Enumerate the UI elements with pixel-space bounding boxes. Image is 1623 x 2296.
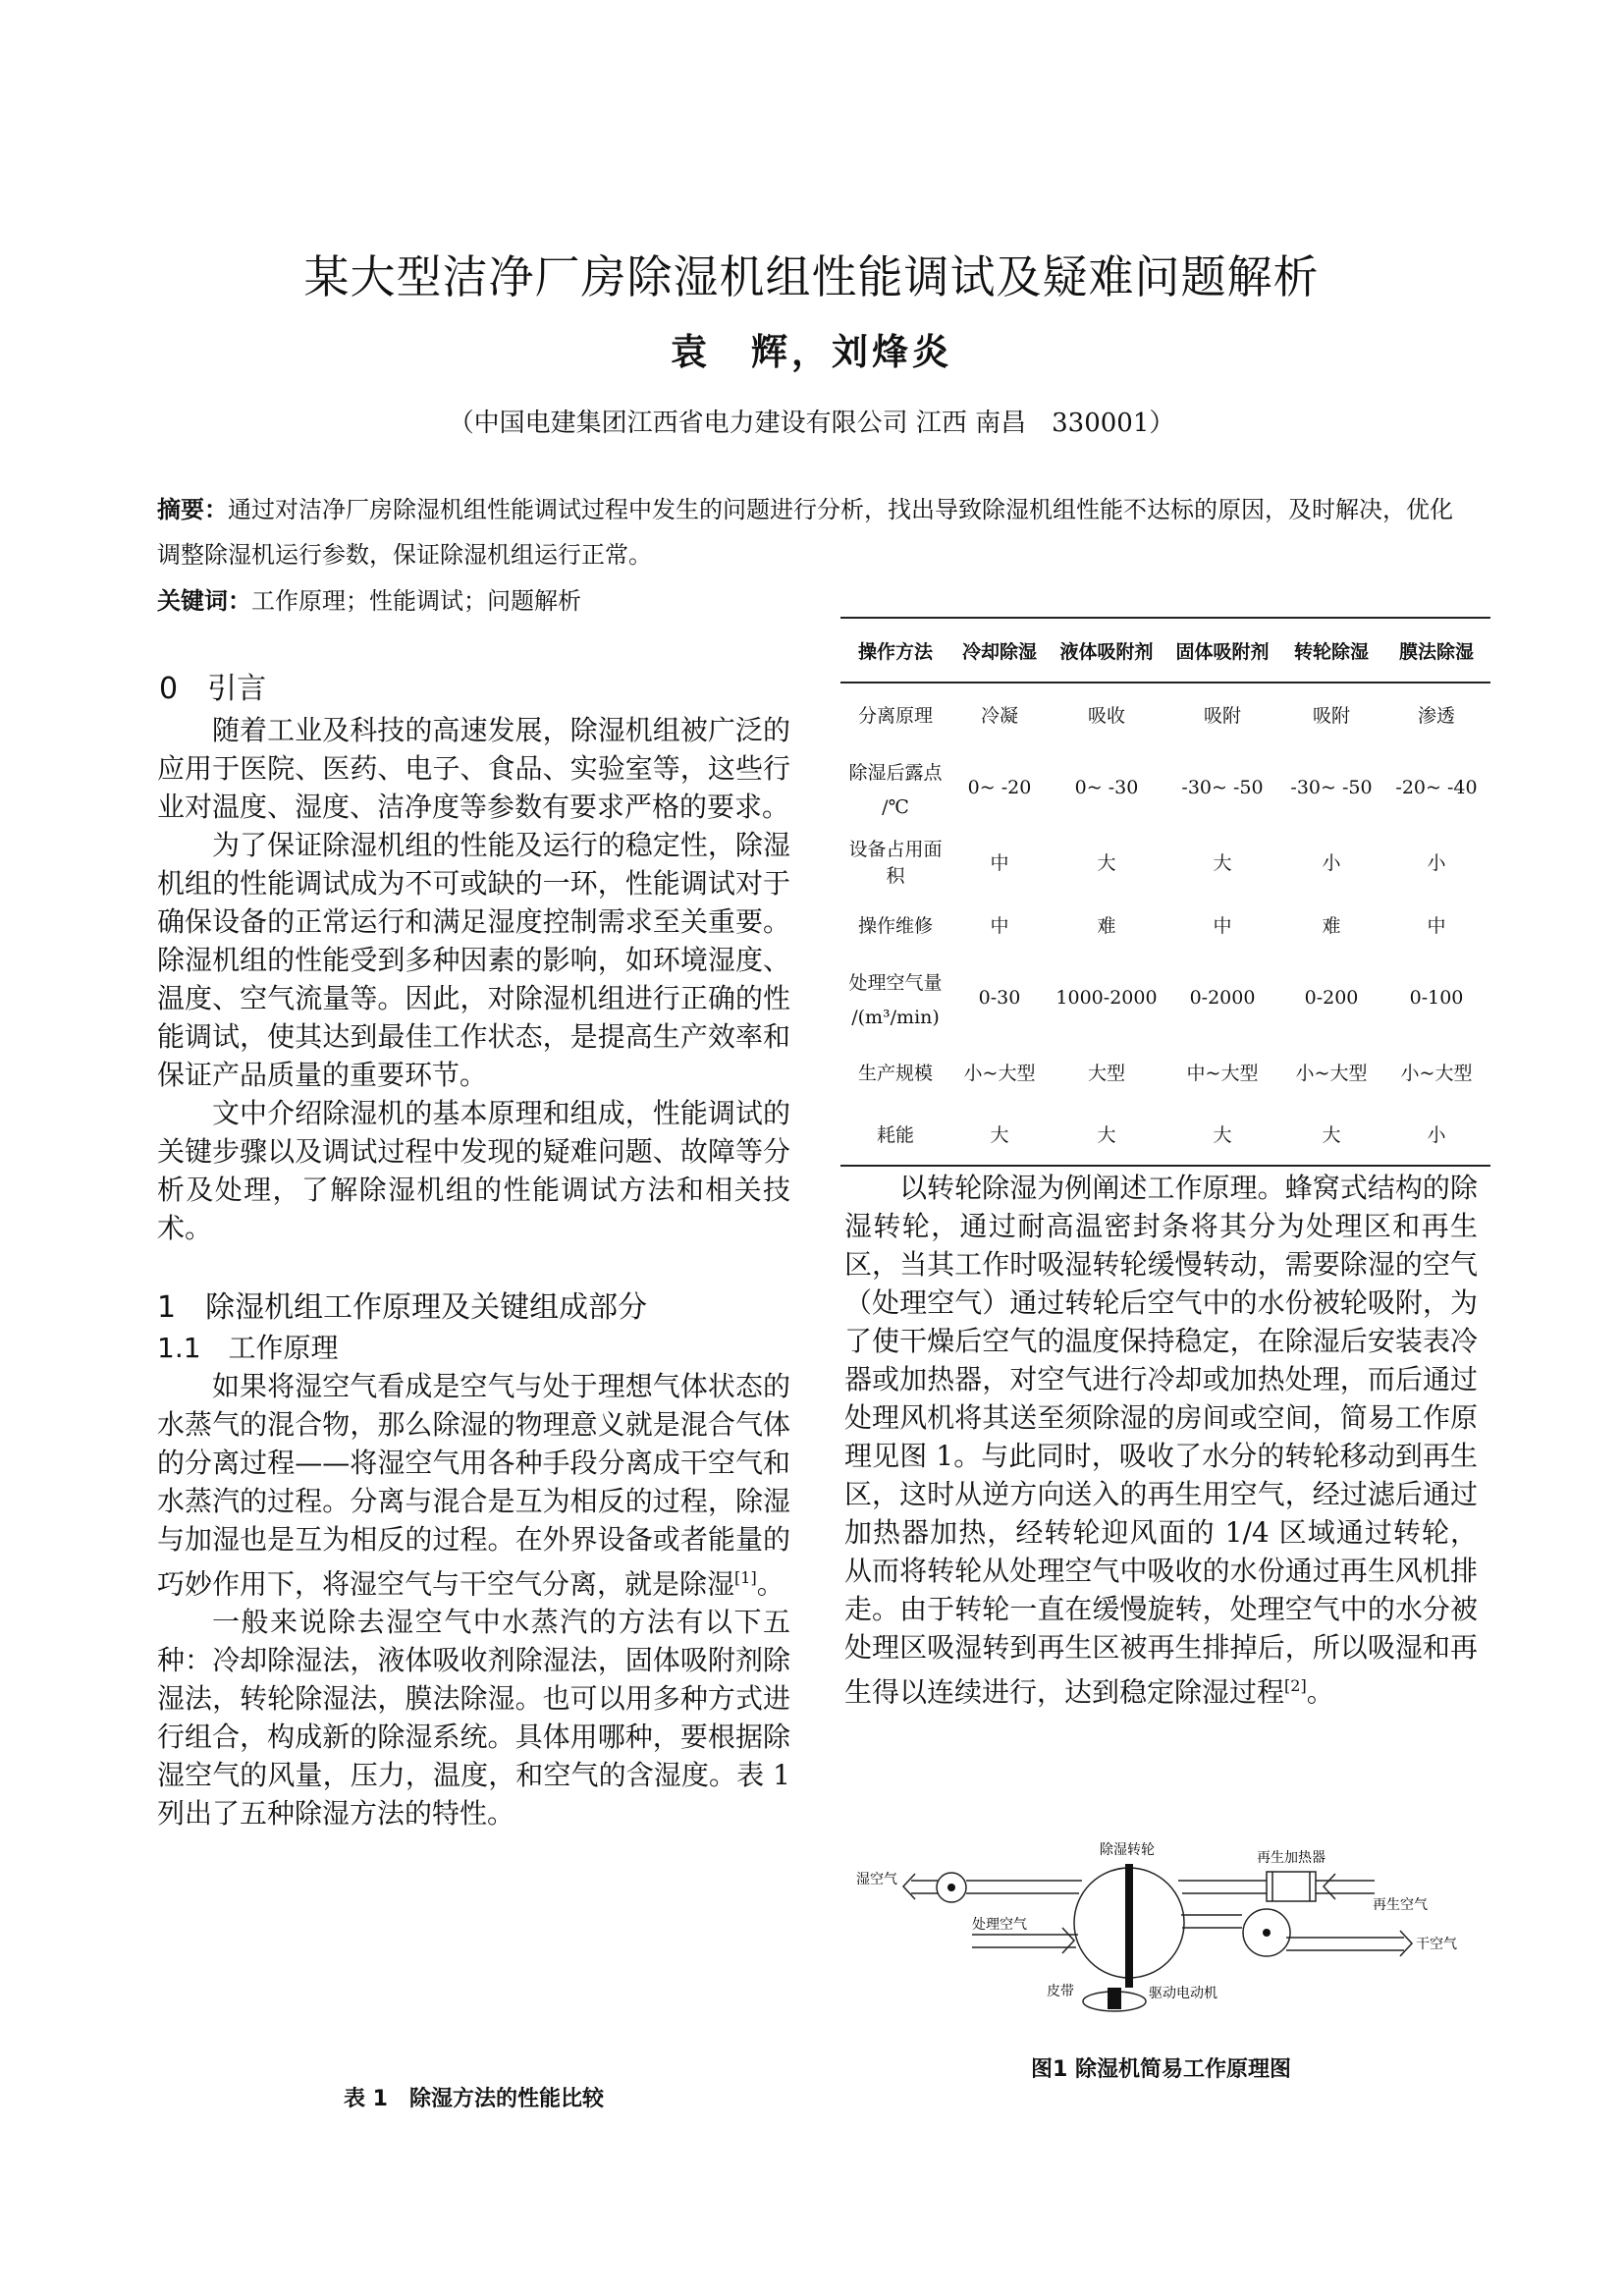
table-header: 冷却除湿 [950,618,1049,683]
authors: 袁 辉，刘烽炎 [671,330,952,373]
table-cell: 小~大型 [1400,1062,1473,1084]
keywords-label: 关键词： [157,587,251,615]
table-cell: 难 [1322,914,1341,937]
table-cell: 0-2000 [1189,987,1256,1009]
table-cell: 小~大型 [1295,1062,1368,1084]
table-cell: 吸附 [1203,705,1241,727]
table-row [840,830,1490,893]
label-motor: 驱动电动机 [1149,1986,1217,2001]
paragraph-end: 。 [1306,1675,1334,1709]
page-title: 某大型洁净厂房除湿机组性能调试及疑难问题解析 [303,250,1320,303]
paragraph: 为了保证除湿机组的性能及运行的稳定性，除湿机组的性能调试成为不可或缺的一环，性能调试对于确保设备的正常运行和满足湿度控制需求至关重要。除湿机组的性能受到多种因素的影响，如环境湿度、温度、空气流量等。因此，对除湿机组进行正确的性能调试，使其达到最佳工作状态，是提高生产效率和保证产品质量的重要环节。 [157,829,790,1091]
label-belt: 皮带 [1047,1984,1074,1999]
table-cell: 难 [1097,914,1116,937]
paragraph-end: 。 [756,1567,784,1601]
paragraph [844,1169,1478,1711]
table-header: 转轮除湿 [1280,618,1382,683]
regen-heater-icon [1267,1872,1316,1901]
table-row [840,956,1490,1040]
section-1-heading: 1 除湿机组工作原理及关键组成部分 [157,1290,648,1325]
table-header-row [840,618,1490,683]
table-cell: 中 [990,851,1009,874]
section-0-heading: 0 引言 [159,672,267,706]
table-cell: 大 [1280,1103,1382,1166]
working-principle-diagram [854,1836,1463,2033]
table-header: 膜法除湿 [1382,618,1490,683]
table-row [840,683,1490,745]
table-cell: 0~ -20 [967,777,1032,798]
fan-hub [1263,1929,1271,1937]
rotor-divider [1125,1864,1133,1988]
table-cell: 大 [1164,1103,1280,1166]
comparison-table [840,617,1490,1167]
table-row [840,893,1490,956]
table-header: 操作方法 [840,618,950,683]
table-cell: 冷凝 [980,705,1018,727]
affiliation: （中国电建集团江西省电力建设有限公司 江西 南昌 330001） [448,409,1175,438]
table-cell: -30~ -50 [1290,777,1373,798]
arrow-left-icon [1324,1874,1335,1899]
citation: [1] [734,1568,757,1587]
table-cell: 操作维修 [857,914,933,937]
table-cell: 大 [1213,851,1232,874]
label-regen-heater: 再生加热器 [1257,1850,1325,1866]
keywords [157,581,1041,616]
table-header: 液体吸附剂 [1049,618,1164,683]
table-cell: 0-200 [1304,987,1359,1009]
arrow-right-icon [1062,1928,1074,1953]
table-cell: 中 [1427,914,1446,937]
label-regen-air: 再生空气 [1373,1897,1428,1913]
table-header: 固体吸附剂 [1164,618,1280,683]
table-row [840,1040,1490,1103]
table-caption: 表 1 除湿方法的性能比较 [344,2087,604,2111]
right-column [844,1169,1478,1711]
table-cell: 大型 [1087,1062,1125,1084]
keywords-text: 工作原理；性能调试；问题解析 [251,587,581,615]
citation: [2] [1284,1676,1307,1695]
table-cell [840,956,950,1040]
table-cell: 耗能 [840,1103,950,1166]
table-cell: 吸收 [1087,705,1125,727]
table-cell: 1000-2000 [1055,987,1158,1009]
paragraph: 随着工业及科技的高速发展，除湿机组被广泛的应用于医院、医药、电子、食品、实验室等，这些行业对温度、湿度、洁净度等参数有要求严格的要求。 [157,714,790,823]
table-cell: 生产规模 [857,1062,933,1084]
paragraph: 一般来说除去湿空气中水蒸汽的方法有以下五种：冷却除湿法，液体吸收剂除湿法，固体吸附剂除湿法，转轮除湿法，膜法除湿。也可以用多种方式进行组合，构成新的除湿系统。具体用哪种，要根据除湿空气的风量，压力，温度，和空气的含湿度。表 1 列出了五种除湿方法的特性。 [157,1606,790,1831]
table-cell: 设备占用面积 [848,839,943,887]
table-cell: 中 [990,914,1009,937]
belt-pulley [1108,1988,1121,2009]
abstract [157,487,1468,577]
table-cell: -20~ -40 [1395,777,1478,798]
table-cell: 中~大型 [1186,1062,1259,1084]
table-cell: 小 [1322,851,1341,874]
table-row [840,745,1490,830]
abstract-label: 摘要： [157,496,228,523]
table [840,617,1490,1167]
table-cell: 0-100 [1409,987,1464,1009]
label-rotor: 除湿转轮 [1100,1842,1155,1858]
figure-caption: 图1 除湿机简易工作原理图 [1031,2057,1291,2082]
paragraph [157,1367,790,1603]
cell-line: 除湿后露点 [848,761,943,784]
table-cell: 小 [1382,1103,1490,1166]
paragraph-text: 以转轮除湿为例阐述工作原理。蜂窝式结构的除湿转轮，通过耐高温密封条将其分为处理区和再生区，当其工作时吸湿转轮缓慢转动，需要除湿的空气（处理空气）通过转轮后空气中的水份被轮吸附，为了使干燥后空气的温度保持稳定，在除湿后安装表冷器或加热器，对空气进行冷却或加热处理，而后通过处理风机将其送至须除湿的房间或空间，简易工作原理见图 1。与此同时，吸收了水分的转轮移动到再生区，这时从逆方向送入的再生用空气，经过滤后通过加热器加热，经转轮迎风面的 1/4 区域通过转轮，从而将转轮从处理空气中吸收的水份通过再生风机排走。由于转轮一直在缓慢旋转，处理空气中的水分被处理区吸湿转到再生区被再生排掉后，所以吸湿和再生得以连续进行，达到稳定除湿过程 [844,1172,1478,1709]
arrow-right-icon [1400,1931,1412,1956]
label-wet-air: 湿空气 [856,1872,897,1887]
table-cell: 大 [950,1103,1049,1166]
arrow-left-icon [903,1874,915,1899]
table-cell: 大 [1049,1103,1164,1166]
table-cell: 渗透 [1417,705,1455,727]
label-dry-air: 干空气 [1416,1937,1457,1952]
table-cell: 中 [1213,914,1232,937]
abstract-text: 通过对洁净厂房除湿机组性能调试过程中发生的问题进行分析，找出导致除湿机组性能不达标的原因，及时解决，优化调整除湿机运行参数，保证除湿机组运行正常。 [157,496,1453,569]
table-row [840,1103,1490,1166]
paragraph: 文中介绍除湿机的基本原理和组成，性能调试的关键步骤以及调试过程中发现的疑难问题、故障等分析及处理，了解除湿机组的性能调试方法和相关技术。 [157,1097,790,1244]
table-cell: 分离原理 [857,705,933,727]
fan-hub [947,1884,955,1891]
cell-line: 处理空气量 [848,971,943,994]
label-process-air: 处理空气 [972,1917,1027,1933]
table-cell: 小 [1427,851,1446,874]
table-cell: 大 [1097,851,1116,874]
table-cell: 0-30 [978,987,1021,1009]
table-cell: 0~ -30 [1074,777,1139,798]
table-cell [840,745,950,830]
left-column [157,668,790,1832]
table-cell: -30~ -50 [1181,777,1264,798]
table-cell: 小~大型 [963,1062,1036,1084]
cell-line: /(m³/min) [851,1006,940,1028]
table-cell: 吸附 [1312,705,1350,727]
section-1-1-heading: 1.1 工作原理 [157,1332,339,1364]
paragraph-text: 如果将湿空气看成是空气与处于理想气体状态的水蒸气的混合物，那么除湿的物理意义就是混合气体的分离过程——将湿空气用各种手段分离成干空气和水蒸汽的过程。分离与混合是互为相反的过程，除湿与加湿也是互为相反的过程。在外界设备或者能量的巧妙作用下，将湿空气与干空气分离，就是除湿 [157,1370,790,1601]
cell-line: /℃ [882,795,909,818]
